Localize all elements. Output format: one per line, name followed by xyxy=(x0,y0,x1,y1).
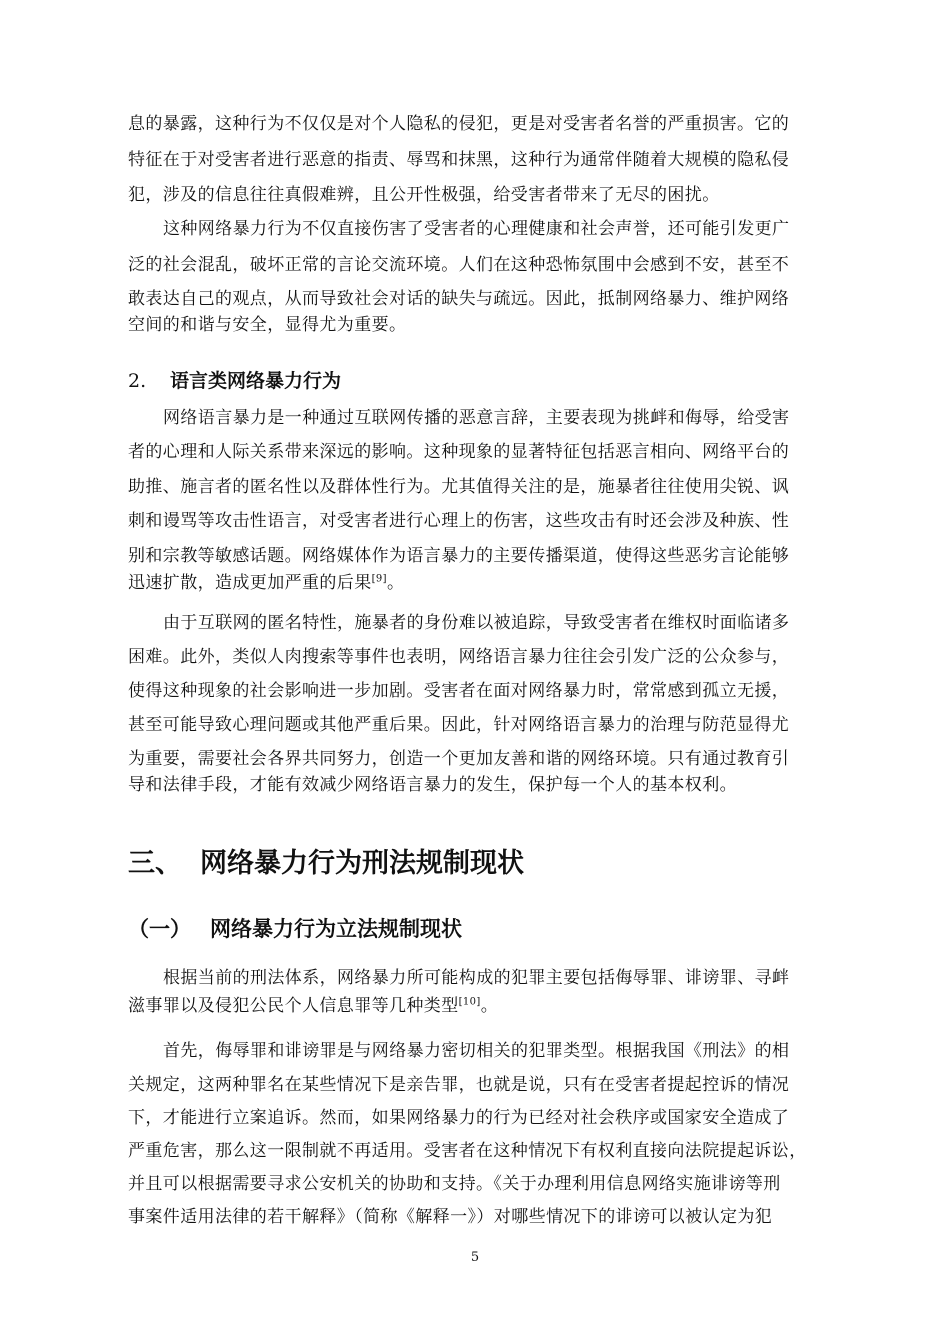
text-line: 刺和谩骂等攻击性语言，对受害者进行心理上的伤害，这些攻击有时还会涉及种族、性 xyxy=(128,511,790,531)
text-span: 。 xyxy=(386,573,405,593)
text-line: 为重要，需要社会各界共同努力，创造一个更加友善和谐的网络环境。只有通过教育引 xyxy=(128,749,790,769)
text-line: 甚至可能导致心理问题或其他严重后果。因此，针对网络语言暴力的治理与防范显得尤 xyxy=(128,715,790,735)
text-line: 事案件适用法律的若干解释》（简称《解释一》）对哪些情况下的诽谤可以被认定为犯 xyxy=(128,1207,773,1227)
heading-number: 2. xyxy=(128,370,147,392)
text-line: 根据当前的刑法体系，网络暴力所可能构成的犯罪主要包括侮辱罪、诽谤罪、寻衅 xyxy=(163,968,790,988)
text-line: 者的心理和人际关系带来深远的影响。这种现象的显著特征包括恶言相向、网络平台的 xyxy=(128,442,790,462)
citation-ref: [9] xyxy=(371,573,387,585)
text-line: 网络语言暴力是一种通过互联网传播的恶意言辞，主要表现为挑衅和侮辱，给受害 xyxy=(163,408,790,428)
text-line: 这种网络暴力行为不仅直接伤害了受害者的心理健康和社会声誉，还可能引发更广 xyxy=(163,219,790,239)
text-line: 关规定，这两种罪名在某些情况下是亲告罪，也就是说，只有在受害者提起控诉的情况 xyxy=(128,1075,790,1095)
citation-ref: [10] xyxy=(458,996,481,1008)
section-heading xyxy=(128,913,462,943)
text-span: 滋事罪以及侵犯公民个人信息罪等几种类型 xyxy=(128,996,459,1016)
text-line: 导和法律手段，才能有效减少网络语言暴力的发生，保护每一个人的基本权利。 xyxy=(128,775,737,795)
heading-title: 语言类网络暴力行为 xyxy=(170,370,342,392)
heading-number: 三、 xyxy=(128,848,182,879)
text-span: 迅速扩散，造成更加严重的后果 xyxy=(128,573,372,593)
text-line xyxy=(128,996,498,1016)
text-line: 空间的和谐与安全，显得尤为重要。 xyxy=(128,315,407,335)
subsection-heading-verbal xyxy=(128,366,341,393)
text-line: 犯，涉及的信息往往真假难辨，且公开性极强，给受害者带来了无尽的困扰。 xyxy=(128,185,720,205)
text-line: 泛的社会混乱，破坏正常的言论交流环境。人们在这种恐怖氛围中会感到不安，甚至不 xyxy=(128,255,790,275)
text-line: 敢表达自己的观点，从而导致社会对话的缺失与疏远。因此，抵制网络暴力、维护网络 xyxy=(128,289,790,309)
text-line: 困难。此外，类似人肉搜索等事件也表明，网络语言暴力往往会引发广泛的公众参与， xyxy=(128,647,790,667)
text-line: 并且可以根据需要寻求公安机关的协助和支持。《关于办理利用信息网络实施诽谤等刑 xyxy=(128,1174,781,1194)
text-line: 下，才能进行立案追诉。然而，如果网络暴力的行为已经对社会秩序或国家安全造成了 xyxy=(128,1108,790,1128)
text-line: 助推、施言者的匿名性以及群体性行为。尤其值得关注的是，施暴者往往使用尖锐、讽 xyxy=(128,477,790,497)
text-line: 特征在于对受害者进行恶意的指责、辱骂和抹黑，这种行为通常伴随着大规模的隐私侵 xyxy=(128,150,790,170)
heading-number: （一） xyxy=(128,917,191,941)
heading-title: 网络暴力行为刑法规制现状 xyxy=(200,848,524,879)
text-line: 由于互联网的匿名特性，施暴者的身份难以被追踪，导致受害者在维权时面临诸多 xyxy=(163,613,790,633)
text-line: 息的暴露，这种行为不仅仅是对个人隐私的侵犯，更是对受害者名誉的严重损害。它的 xyxy=(128,114,790,134)
text-line xyxy=(128,573,404,593)
text-line: 使得这种现象的社会影响进一步加剧。受害者在面对网络暴力时，常常感到孤立无援， xyxy=(128,681,790,701)
text-line: 首先，侮辱罪和诽谤罪是与网络暴力密切相关的犯罪类型。根据我国《刑法》的相 xyxy=(163,1041,790,1061)
text-span: 。 xyxy=(480,996,499,1016)
text-line: 别和宗教等敏感话题。网络媒体作为语言暴力的主要传播渠道，使得这些恶劣言论能够 xyxy=(128,546,790,566)
chapter-heading xyxy=(128,841,524,880)
text-line: 严重危害，那么这一限制就不再适用。受害者在这种情况下有权利直接向法院提起诉讼， xyxy=(128,1141,807,1161)
heading-title: 网络暴力行为立法规制现状 xyxy=(210,917,462,941)
page-number: 5 xyxy=(470,1250,480,1265)
